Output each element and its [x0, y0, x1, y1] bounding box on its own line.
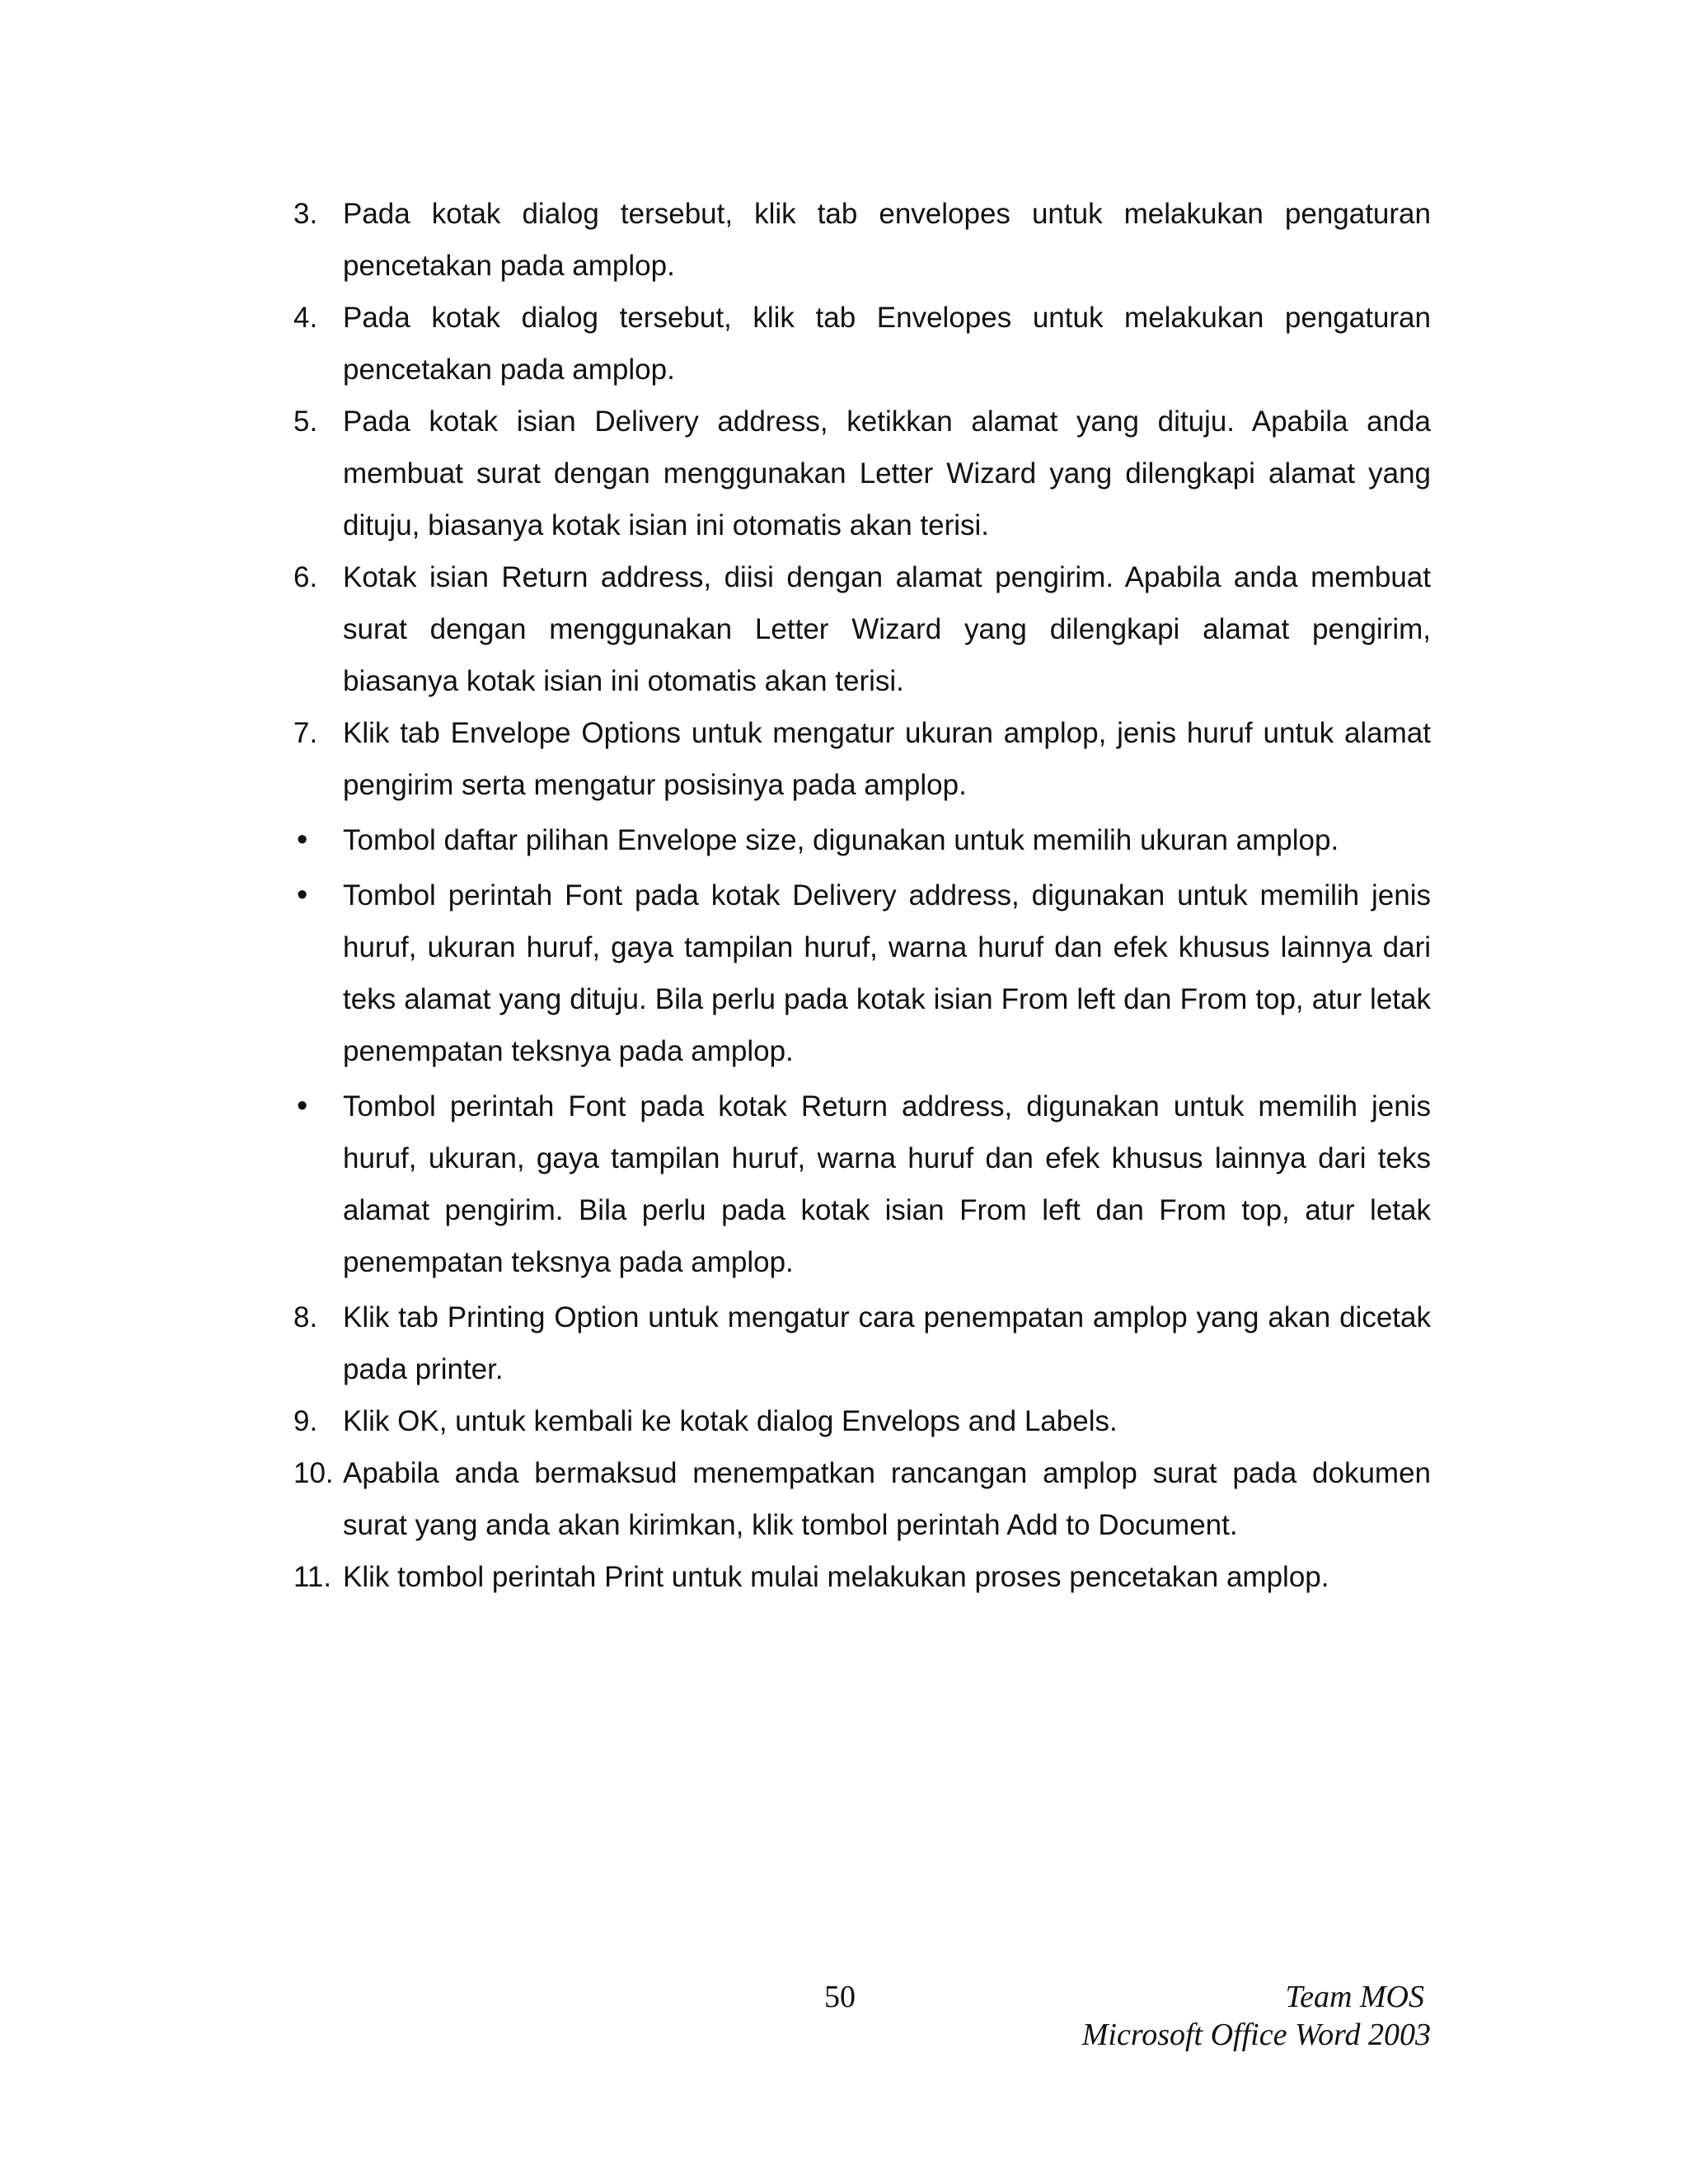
list-marker: 3.: [293, 198, 318, 230]
list-item-text: Klik tab Printing Option untuk mengatur cara penempatan amplop yang akan dicetak pada printer.: [343, 1301, 1431, 1385]
list-item-6: [293, 551, 1431, 707]
list-marker: 9.: [293, 1405, 318, 1437]
list-marker: 6.: [293, 561, 318, 593]
list-item-8: [293, 1291, 1431, 1395]
instruction-list: [293, 188, 1431, 1603]
list-item-9: [293, 1395, 1431, 1447]
list-item-10: [293, 1447, 1431, 1551]
list-marker: 8.: [293, 1301, 318, 1333]
list-item-text: Pada kotak dialog tersebut, klik tab envelopes untuk melakukan pengaturan pencetakan pada amplop.: [343, 198, 1431, 282]
list-marker: 11.: [293, 1561, 332, 1593]
list-item-5: [293, 396, 1431, 551]
list-item-11: [293, 1551, 1431, 1603]
footer-credits: [1082, 1978, 1431, 2054]
list-marker: 7.: [293, 717, 318, 749]
page-number: 50: [824, 1980, 856, 2014]
bullet-item-text: Tombol perintah Font pada kotak Return address, digunakan untuk memilih jenis huruf, ukuran, gaya tampilan huruf, warna huruf dan efek khusus lainnya dari teks alamat pengirim. Bila perlu pada kotak isian From left dan From top, atur letak penempatan teksnya pada amplop.: [343, 1090, 1431, 1278]
list-item-text: Pada kotak dialog tersebut, klik tab Envelopes untuk melakukan pengaturan pencetakan pada amplop.: [343, 302, 1431, 386]
list-item-3: [293, 188, 1431, 292]
bullet-item-return-font: [293, 1080, 1431, 1288]
bullet-marker: •: [297, 1089, 308, 1123]
bullet-item-envelope-size: [293, 814, 1431, 866]
bullet-item-delivery-font: [293, 869, 1431, 1077]
bullet-marker: •: [297, 878, 308, 912]
footer-team: Team MOS: [1285, 1980, 1424, 2014]
list-item-text: Klik tab Envelope Options untuk mengatur ukuran amplop, jenis huruf untuk alamat pengirim serta mengatur posisinya pada amplop.: [343, 717, 1431, 801]
list-item-text: Klik OK, untuk kembali ke kotak dialog Envelops and Labels.: [343, 1405, 1118, 1437]
bullet-item-text: Tombol perintah Font pada kotak Delivery address, digunakan untuk memilih jenis huruf, ukuran huruf, gaya tampilan huruf, warna huruf dan efek khusus lainnya dari teks alamat yang dituju. Bila perlu pada kotak isian From left dan From top, atur letak penempatan teksnya pada amplop.: [343, 879, 1431, 1067]
page-footer: [293, 1978, 1431, 2085]
list-item-text: Klik tombol perintah Print untuk mulai melakukan proses pencetakan amplop.: [343, 1561, 1329, 1593]
list-item-4: [293, 292, 1431, 396]
list-item-text: Kotak isian Return address, diisi dengan alamat pengirim. Apabila anda membuat surat dengan menggunakan Letter Wizard yang dilengkapi alamat pengirim, biasanya kotak isian ini otomatis akan terisi.: [343, 561, 1431, 697]
list-item-text: Apabila anda bermaksud menempatkan rancangan amplop surat pada dokumen surat yang anda akan kirimkan, klik tombol perintah Add to Document.: [343, 1457, 1431, 1541]
bullet-marker: •: [297, 823, 308, 857]
list-marker: 10.: [293, 1457, 334, 1489]
bullet-item-text: Tombol daftar pilihan Envelope size, digunakan untuk memilih ukuran amplop.: [343, 824, 1339, 856]
list-marker: 4.: [293, 302, 318, 334]
list-marker: 5.: [293, 405, 318, 438]
footer-product: Microsoft Office Word 2003: [1081, 2018, 1431, 2052]
list-item-text: Pada kotak isian Delivery address, ketikkan alamat yang dituju. Apabila anda membuat surat dengan menggunakan Letter Wizard yang dilengkapi alamat yang dituju, biasanya kotak isian ini otomatis akan terisi.: [343, 405, 1431, 541]
list-item-7: [293, 707, 1431, 811]
